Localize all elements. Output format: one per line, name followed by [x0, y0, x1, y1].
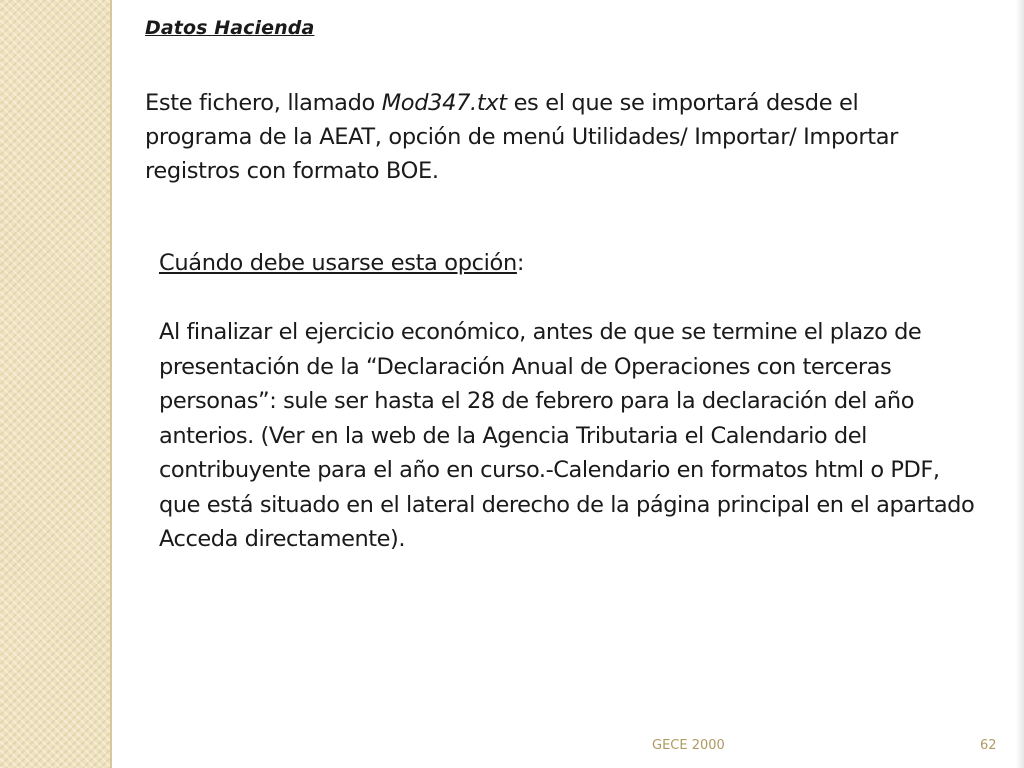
- body-paragraph: Al finalizar el ejercicio económico, antes de que se termine el plazo de presentación de la “Declaración Anual de Operaciones con terceras personas”: sule ser hasta el 28 de febrero para la declaración del año anterios. (Ver en la web de la Agencia Tributaria el Calendario del contribuyente para el año en curso.-Calendario en formatos html o PDF, que está situado en el lateral derecho de la página principal en el apartado Acceda directamente).: [159, 319, 975, 552]
- intro-paragraph: [145, 86, 915, 188]
- subheading-text: Cuándo debe usarse esta opción: [159, 250, 517, 276]
- footer-label: GECE 2000: [652, 738, 725, 753]
- intro-text-end: es el que se importará desde el programa de la AEAT, opción de menú Utilidades/ Importar/ Importar registros con formato BOE.: [145, 90, 899, 184]
- section-subheading: [159, 246, 524, 280]
- page-edge-shadow: [1016, 0, 1024, 768]
- subheading-colon: :: [516, 250, 525, 276]
- page-number: 62: [980, 738, 997, 753]
- slide-heading: Datos Hacienda: [145, 17, 315, 39]
- file-name: Mod347.txt: [381, 90, 507, 116]
- decorative-left-band: [0, 0, 112, 768]
- intro-text-start: Este fichero, llamado: [145, 90, 382, 116]
